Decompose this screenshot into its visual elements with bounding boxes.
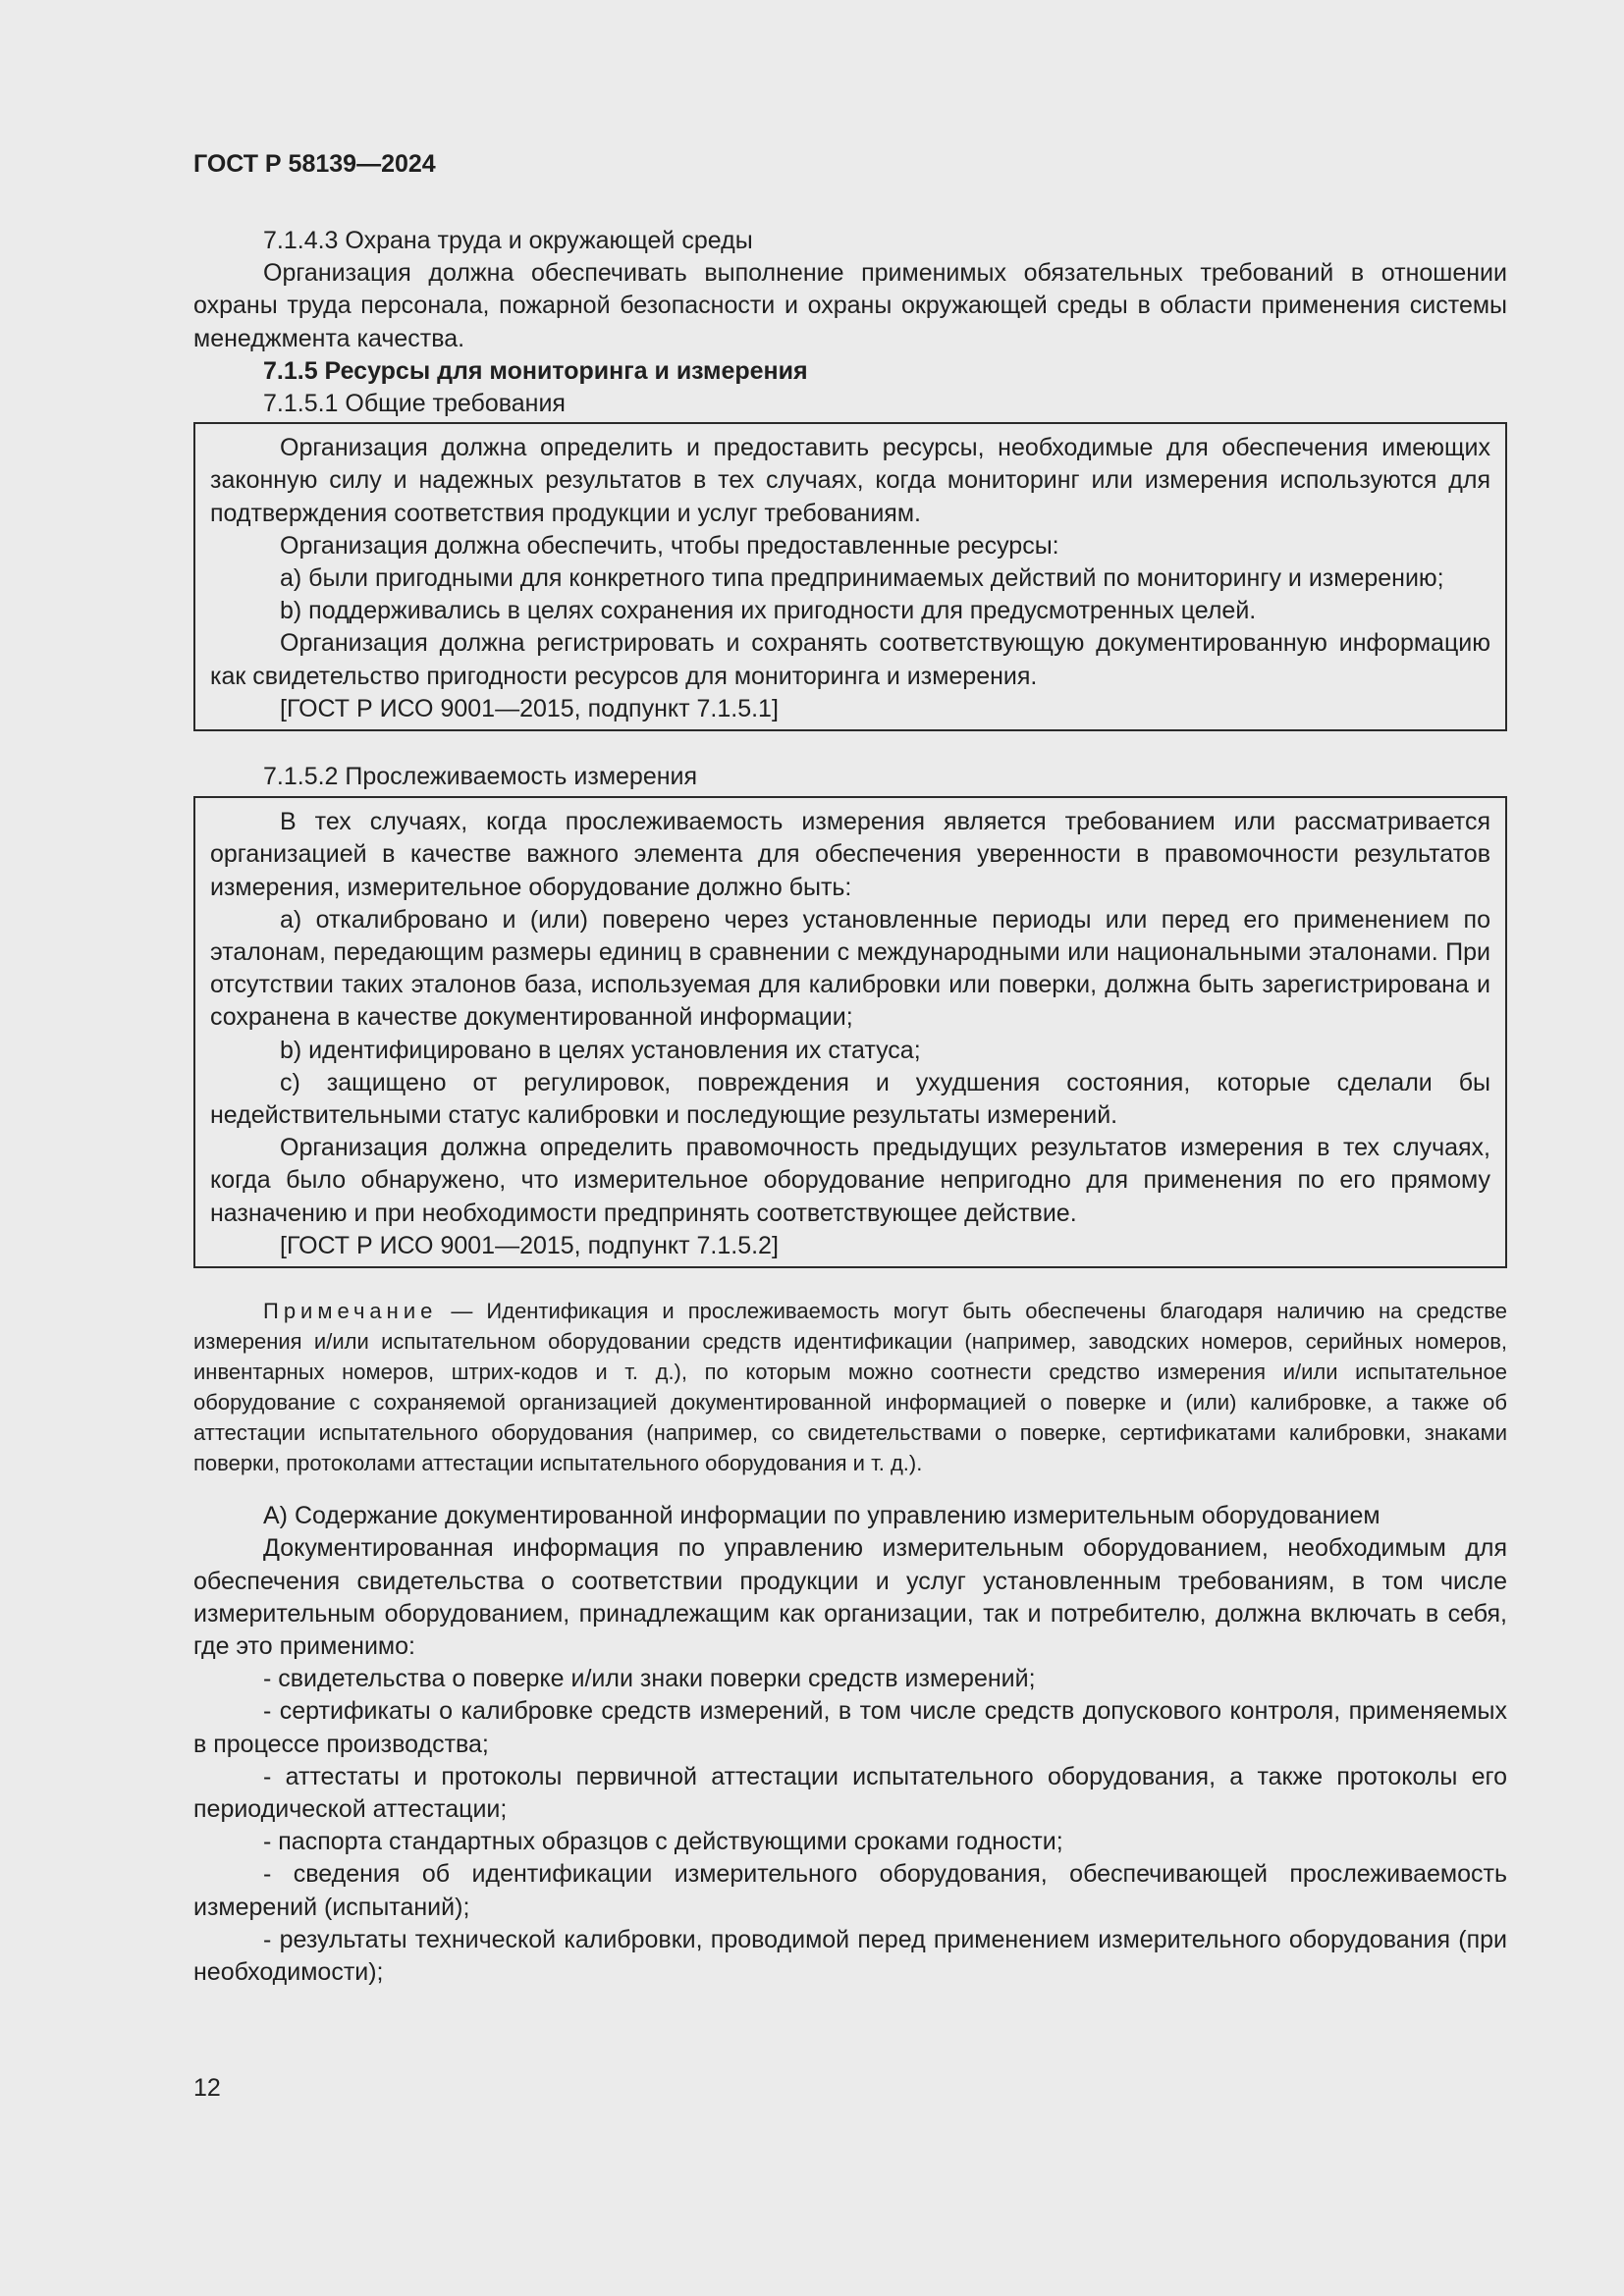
control-section (193, 1500, 1507, 1989)
quote-list-item: b) идентифицировано в целях установления их статуса; (280, 1036, 921, 1064)
list-item: - результаты технической калибровки, проводимой перед применением измерительного оборудования (при необходимости); (193, 1925, 1507, 1986)
quote-paragraph: В тех случаях, когда прослеживаемость измерения является требованием или рассматривается организацией в качестве важного элемента для обеспечения уверенности в правомочности результатов измерения, измерительное оборудование должно быть: (210, 808, 1490, 901)
quote-paragraph: Организация должна регистрировать и сохранять соответствующую документированную информацию как свидетельство пригодности ресурсов для мониторинга и измерения. (210, 629, 1490, 690)
control-heading: А) Содержание документированной информации по управлению измерительным оборудованием (263, 1502, 1380, 1530)
quote-reference: [ГОСТ Р ИСО 9001—2015, подпункт 7.1.5.1] (280, 694, 779, 722)
quote-paragraph: Организация должна определить правомочность предыдущих результатов измерения в тех случаях, когда было обнаружено, что измерительное оборудование непригодно для применения по его прямому назначению и при необходимости предпринять соответствующее действие. (210, 1134, 1490, 1227)
list-item: - сертификаты о калибровке средств измерений, в том числе средств допускового контроля, применяемых в процессе производства; (193, 1697, 1507, 1758)
section-heading-715: 7.1.5 Ресурсы для мониторинга и измерения (263, 356, 808, 385)
section-heading-7152: 7.1.5.2 Прослеживаемость измерения (263, 763, 698, 791)
quote-paragraph: Организация должна обеспечить, чтобы предоставленные ресурсы: (280, 531, 1059, 560)
quote-box-7151 (193, 422, 1507, 731)
list-item: - аттестаты и протоколы первичной аттестации испытательного оборудования, а также протоколы его периодической аттестации; (193, 1762, 1507, 1823)
section-heading-7143: 7.1.4.3 Охрана труда и окружающей среды (263, 227, 753, 254)
quote-box-7152 (193, 796, 1507, 1268)
quote-list-item: c) защищено от регулировок, повреждения и ухудшения состояния, которые сделали бы недействительными статус калибровки и последующие результаты измерений. (210, 1068, 1490, 1130)
control-intro: Документированная информация по управлению измерительным оборудованием, необходимым для обеспечения свидетельства о соответствии продукции и услуг установленным требованиям, в том числе измерительным оборудованием, принадлежащим как организации, так и потребителю, должна включать в себя, где это применимо: (193, 1534, 1507, 1660)
page-number: 12 (193, 2074, 221, 2102)
quote-reference: [ГОСТ Р ИСО 9001—2015, подпункт 7.1.5.2] (280, 1231, 779, 1259)
section-text-7143: Организация должна обеспечивать выполнение применимых обязательных требований в отношении охраны труда персонала, пожарной безопасности и охраны окружающей среды в области применения системы менеджмента качества. (193, 259, 1507, 352)
note-paragraph (193, 1296, 1507, 1478)
list-item: - свидетельства о поверке и/или знаки поверки средств измерений; (263, 1665, 1036, 1693)
quote-list-item: a) были пригодными для конкретного типа предпринимаемых действий по мониторингу и измерению; (280, 564, 1444, 593)
quote-list-item: b) поддерживались в целях сохранения их пригодности для предусмотренных целей. (280, 597, 1257, 625)
note-label: Примечание (263, 1299, 438, 1324)
document-header: ГОСТ Р 58139—2024 (193, 150, 436, 178)
list-item: - паспорта стандартных образцов с действующими сроками годности; (263, 1828, 1063, 1856)
section-heading-7151: 7.1.5.1 Общие требования (263, 390, 566, 418)
quote-paragraph: Организация должна определить и предоставить ресурсы, необходимые для обеспечения имеющих законную силу и надежных результатов в тех случаях, когда мониторинг или измерения используются для подтверждения соответствия продукции и услуг требованиям. (210, 434, 1490, 527)
quote-list-item: a) откалибровано и (или) поверено через установленные периоды или перед его применением по эталонам, передающим размеры единиц в сравнении с международными или национальными эталонами. При отсутствии таких эталонов база, используемая для калибровки или поверки, должна быть зарегистрирована и сохранена в качестве документированной информации; (210, 905, 1490, 1032)
list-item: - сведения об идентификации измерительного оборудования, обеспечивающей прослеживаемость измерений (испытаний); (193, 1860, 1507, 1921)
document-body (193, 225, 1507, 1989)
note-text: — Идентификация и прослеживаемость могут быть обеспечены благодаря наличию на средстве измерения и/или испытательном оборудовании средств идентификации (например, заводских номеров, серийных номеров, инвентарных номеров, штрих-кодов и т. д.), по которым можно соотнести средство измерения и/или испытательное оборудование с сохраняемой организацией документированной информацией о поверке и (или) калибровке, а также об аттестации испытательного оборудования (например, со свидетельствами о поверке, сертификатами калибровки, знаками поверки, протоколами аттестации испытательного оборудования и т. д.). (193, 1299, 1507, 1476)
